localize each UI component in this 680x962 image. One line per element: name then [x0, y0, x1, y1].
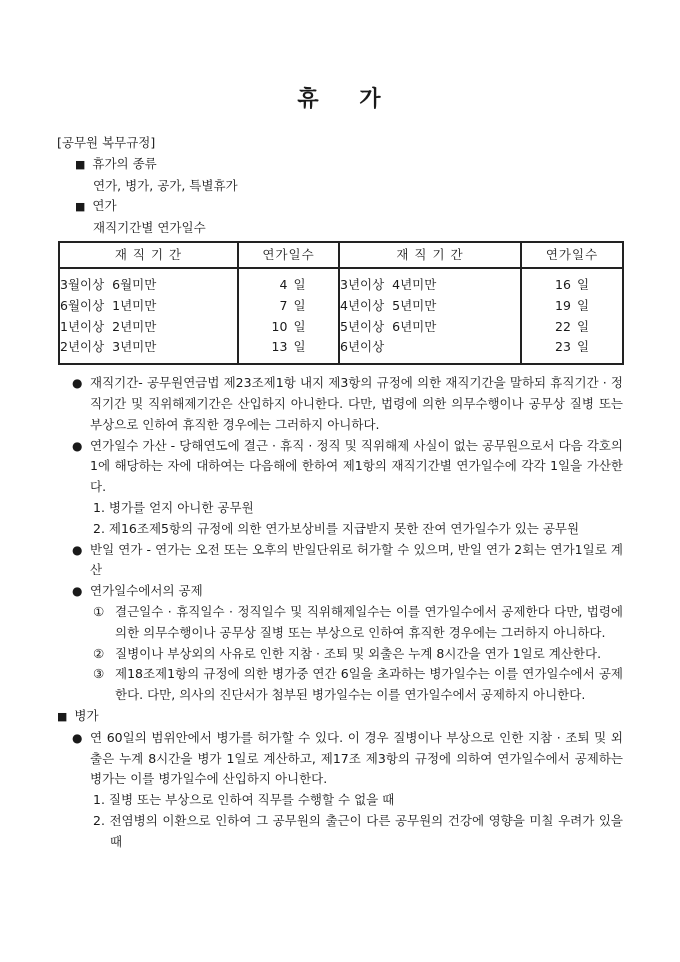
deduction-item-3-text: 제18조제1항의 규정에 의한 병가중 연간 6일을 초과하는 병가일수는 이를 연가일수에서 공제한다. 다만, 의사의 진단서가 첨부된 병가일수는 이를 연가일수에서 공제하지 아니한다. [115, 666, 623, 703]
deduction-item-1-text: 결근일수 · 휴직일수 · 정직일수 및 직위해제일수는 이를 연가일수에서 공제한다 다만, 법령에 의한 의무수행이나 공무상 질병 또는 부상으로 인하여 휴직한 경우에는 그러하지 아니하다. [115, 603, 623, 640]
table-row [59, 317, 623, 338]
annual-leave-table [58, 241, 624, 365]
days-value: 19 [555, 297, 571, 313]
sick-item: 2. 전염병의 이환으로 인하여 그 공무원의 출근이 다른 공무원의 건강에 영향을 미칠 우려가 있을 때 [93, 812, 623, 849]
annual-leave-heading-label: 연가 [92, 198, 117, 214]
period-cell: 4년이상 5년미만 [339, 296, 521, 317]
days-cell [521, 337, 623, 364]
days-unit: 일 [576, 297, 590, 313]
leave-types-heading [75, 154, 623, 176]
days-cell [238, 337, 339, 364]
period-cell: 3월이상 6월미만 [59, 268, 238, 296]
days-value: 16 [555, 276, 571, 292]
dot-bullet-icon: ● [72, 542, 83, 557]
days-cell [521, 296, 623, 317]
addition-item: 1. 병가를 얻지 아니한 공무원 [93, 499, 254, 515]
period-cell: 5년이상 6년미만 [339, 317, 521, 338]
days-unit: 일 [293, 297, 306, 313]
dot-bullet-icon: ● [72, 730, 83, 745]
bullet-tenure-text: 재직기간- 공무원연금법 제23조제1항 내지 제3항의 규정에 의한 재직기간을 말하되 휴직기간 · 정직기간 및 직위해제기간은 산입하지 아니한다. 다만, 법령에 의한 의무수행이나 공무상 질병 또는 부상으로 인하여 휴직한 경우에는 그러하지 아니하다. [90, 375, 623, 432]
bullet-deduction-heading-text: 연가일수에서의 공제 [90, 583, 203, 599]
days-unit: 일 [576, 318, 590, 334]
square-bullet-icon: ■ [75, 200, 86, 214]
annual-table-caption: 재직기간별 연가일수 [93, 220, 206, 236]
days-cell [238, 317, 339, 338]
circled-number-icon: ② [93, 645, 105, 661]
period-cell: 6년이상 [339, 337, 521, 364]
annual-leave-heading [75, 196, 623, 218]
days-value: 4 [279, 276, 288, 292]
days-value: 23 [555, 339, 571, 355]
days-value: 22 [555, 318, 571, 334]
deduction-item-3 [93, 664, 623, 706]
sick-leave-heading [57, 706, 623, 728]
days-unit: 일 [293, 318, 306, 334]
bullet-half-day-text: 반일 연가 - 연가는 오전 또는 오후의 반일단위로 허가할 수 있으며, 반일 연가 2회는 연가1일로 계산 [90, 541, 623, 578]
bullet-tenure [57, 373, 623, 435]
days-cell [238, 296, 339, 317]
sick-leave-bullet [57, 728, 623, 790]
square-bullet-icon: ■ [57, 709, 68, 723]
period-cell: 6월이상 1년미만 [59, 296, 238, 317]
deduction-item-2 [93, 644, 623, 665]
deduction-item-1 [93, 602, 623, 644]
leave-types-list: 연가, 병가, 공가, 특별휴가 [93, 177, 238, 193]
circled-number-icon: ③ [93, 666, 105, 682]
days-value: 13 [271, 339, 288, 355]
circled-number-icon: ① [93, 603, 105, 619]
period-cell: 3년이상 4년미만 [339, 268, 521, 296]
header-days-1: 연가일수 [238, 242, 339, 268]
sick-leave-heading-label: 병가 [74, 707, 99, 723]
dot-bullet-icon: ● [72, 376, 83, 391]
days-value: 7 [279, 297, 288, 313]
days-cell [521, 317, 623, 338]
header-days-2: 연가일수 [521, 242, 623, 268]
bullet-deduction-heading [57, 581, 623, 602]
days-cell [521, 268, 623, 296]
days-unit: 일 [576, 339, 590, 355]
bullet-addition-text: 연가일수 가산 - 당해연도에 결근 · 휴직 · 정직 및 직위해제 사실이 없는 공무원으로서 다음 각호의 1에 해당하는 자에 대하여는 다음해에 한하여 제1항의 재직기간별 연가일수에 각각 1일을 가산한다. [90, 437, 623, 495]
deduction-item-2-text: 질병이나 부상외의 사유로 인한 지참 · 조퇴 및 외출은 누계 8시간을 연가 1일로 계산한다. [115, 645, 602, 661]
leave-types-heading-label: 휴가의 종류 [92, 155, 157, 171]
table-row [59, 337, 623, 364]
sick-item: 1. 질병 또는 부상으로 인하여 직무를 수행할 수 없을 때 [93, 792, 395, 808]
days-unit: 일 [293, 339, 306, 355]
square-bullet-icon: ■ [75, 157, 86, 171]
period-cell: 1년이상 2년미만 [59, 317, 238, 338]
bullet-half-day [57, 540, 623, 582]
days-value: 10 [271, 318, 288, 334]
sick-leave-bullet-text: 연 60일의 범위안에서 병가를 허가할 수 있다. 이 경우 질병이나 부상으로 인한 지참 · 조퇴 및 외출은 누계 8시간을 병가 1일로 계산하고, 제17조 제3항의 규정에 의하여 연가일수에서 공제하는 병가는 이를 병가일수에 산입하지 아니한다. [90, 729, 623, 787]
days-cell [238, 268, 339, 296]
days-unit: 일 [576, 276, 590, 292]
bullet-addition [57, 436, 623, 498]
table-row [59, 268, 623, 296]
document-title: 휴 가 [297, 87, 383, 112]
period-cell: 2년이상 3년미만 [59, 337, 238, 364]
table-row [59, 296, 623, 317]
regulation-label: [공무원 복무규정] [57, 135, 156, 150]
table-header-row [59, 242, 623, 268]
dot-bullet-icon: ● [72, 438, 83, 453]
header-period-1: 재 직 기 간 [59, 242, 238, 268]
addition-item: 2. 제16조제5항의 규정에 의한 연가보상비를 지급받지 못한 잔여 연가일수가 있는 공무원 [93, 520, 580, 536]
dot-bullet-icon: ● [72, 584, 83, 599]
days-unit: 일 [293, 276, 306, 292]
header-period-2: 재 직 기 간 [339, 242, 521, 268]
